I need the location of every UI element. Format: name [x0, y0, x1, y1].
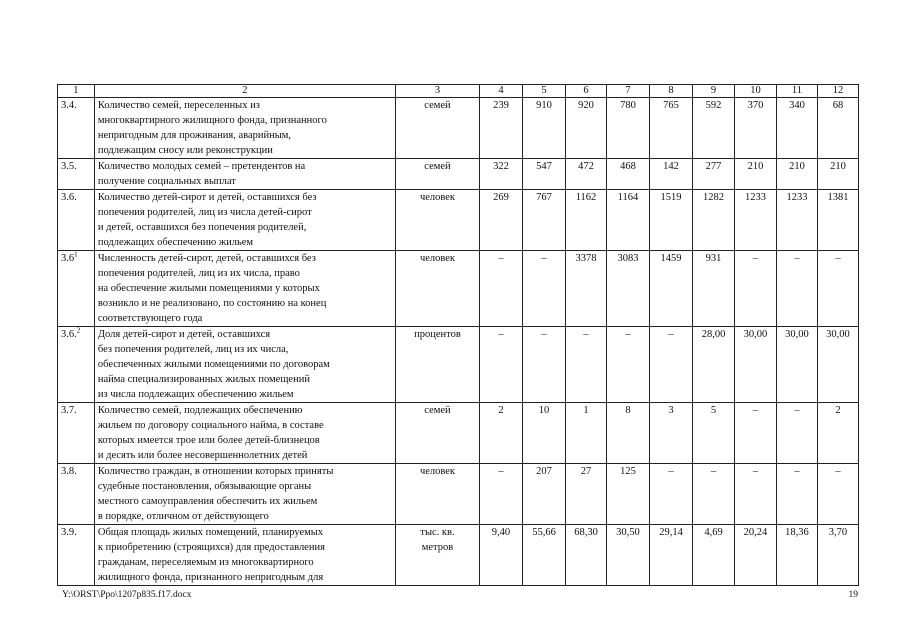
value-cell: 68,30	[566, 525, 607, 586]
unit-cell: человек	[396, 251, 480, 327]
indicator-description: Количество семей, переселенных из многоквартирного жилищного фонда, признанного непригодным для проживания, аварийным, подлежащим сносу или реконструкции	[94, 98, 395, 159]
indicator-description: Численность детей-сирот, детей, оставшихся без попечения родителей, лиц из их числа, право на обеспечение жилыми помещениями у которых возникло и не реализовано, по состоянию на конец соответствующего года	[94, 251, 395, 327]
row-number-cell	[58, 525, 95, 586]
table-row	[58, 98, 859, 159]
table-row	[58, 464, 859, 525]
column-header: 1	[58, 85, 95, 98]
unit-cell: семей	[396, 98, 480, 159]
column-header: 4	[479, 85, 522, 98]
value-cell: 30,00	[817, 327, 858, 403]
value-cell: 210	[817, 159, 858, 190]
value-cell: 29,14	[650, 525, 693, 586]
data-table	[57, 84, 859, 586]
value-cell: 142	[650, 159, 693, 190]
value-cell: 765	[650, 98, 693, 159]
row-number-cell	[58, 251, 95, 327]
table-row	[58, 525, 859, 586]
value-cell: 1459	[650, 251, 693, 327]
value-cell: 1282	[693, 190, 735, 251]
unit-cell: семей	[396, 159, 480, 190]
value-cell: 239	[479, 98, 522, 159]
value-cell: –	[693, 464, 735, 525]
value-cell: 3083	[606, 251, 649, 327]
value-cell: 277	[693, 159, 735, 190]
value-cell: –	[776, 403, 817, 464]
footer-file-path: Y:\ORST\Ppo\1207p835.f17.docx	[62, 590, 192, 600]
row-number-cell	[58, 98, 95, 159]
value-cell: 5	[693, 403, 735, 464]
table-body	[58, 98, 859, 586]
value-cell: 1381	[817, 190, 858, 251]
row-number: 3.7.	[61, 405, 77, 416]
value-cell: 1233	[776, 190, 817, 251]
column-header: 11	[776, 85, 817, 98]
value-cell: 4,69	[693, 525, 735, 586]
value-cell: 10	[523, 403, 566, 464]
value-cell: 30,00	[776, 327, 817, 403]
value-cell: 20,24	[735, 525, 777, 586]
row-number-cell	[58, 403, 95, 464]
table-row	[58, 251, 859, 327]
value-cell: 28,00	[693, 327, 735, 403]
row-number-cell	[58, 464, 95, 525]
value-cell: –	[650, 464, 693, 525]
indicator-description: Общая площадь жилых помещений, планируемых к приобретению (строящихся) для предоставления гражданам, переселяемым из многоквартирного жилищного фонда, признанного непригодным для	[94, 525, 395, 586]
value-cell: 767	[523, 190, 566, 251]
value-cell: –	[606, 327, 649, 403]
value-cell: –	[817, 251, 858, 327]
value-cell: 18,36	[776, 525, 817, 586]
value-cell: 9,40	[479, 525, 522, 586]
value-cell: 1519	[650, 190, 693, 251]
row-number-superscript: 1	[74, 250, 78, 259]
table-row	[58, 403, 859, 464]
row-number: 3.5.	[61, 161, 77, 172]
value-cell: 468	[606, 159, 649, 190]
value-cell: 68	[817, 98, 858, 159]
value-cell: 370	[735, 98, 777, 159]
value-cell: 3,70	[817, 525, 858, 586]
row-number-superscript: 2	[76, 326, 81, 335]
value-cell: 592	[693, 98, 735, 159]
unit-cell: человек	[396, 464, 480, 525]
value-cell: 2	[479, 403, 522, 464]
value-cell: –	[479, 464, 522, 525]
column-header: 10	[735, 85, 777, 98]
value-cell: 210	[735, 159, 777, 190]
value-cell: 547	[523, 159, 566, 190]
column-header: 6	[566, 85, 607, 98]
value-cell: 1	[566, 403, 607, 464]
column-header: 9	[693, 85, 735, 98]
row-number-cell	[58, 327, 95, 403]
table-row	[58, 159, 859, 190]
indicator-description: Количество граждан, в отношении которых приняты судебные постановления, обязывающие органы местного самоуправления обеспечить их жильем в порядке, отличном от действующего	[94, 464, 395, 525]
value-cell: –	[523, 251, 566, 327]
value-cell: –	[776, 251, 817, 327]
unit-cell: человек	[396, 190, 480, 251]
value-cell: 27	[566, 464, 607, 525]
value-cell: 3	[650, 403, 693, 464]
value-cell: –	[523, 327, 566, 403]
column-header: 5	[523, 85, 566, 98]
value-cell: 920	[566, 98, 607, 159]
indicator-description: Количество молодых семей – претендентов на получение социальных выплат	[94, 159, 395, 190]
column-header: 8	[650, 85, 693, 98]
value-cell: 30,50	[606, 525, 649, 586]
row-number: 3.9.	[61, 527, 77, 538]
value-cell: 8	[606, 403, 649, 464]
value-cell: –	[650, 327, 693, 403]
indicator-description: Количество семей, подлежащих обеспечению жильем по договору социального найма, в составе которых имеется трое или более детей-близнецов и десять или более несовершеннолетних детей	[94, 403, 395, 464]
value-cell: 340	[776, 98, 817, 159]
value-cell: –	[735, 403, 777, 464]
value-cell: –	[735, 251, 777, 327]
table-row	[58, 327, 859, 403]
header-row	[58, 85, 859, 98]
value-cell: 125	[606, 464, 649, 525]
indicator-description: Количество детей-сирот и детей, оставшихся без попечения родителей, лиц из числа детей-сирот и детей, оставшихся без попечения родителей, подлежащих обеспечению жильем	[94, 190, 395, 251]
row-number-cell	[58, 190, 95, 251]
value-cell: 55,66	[523, 525, 566, 586]
column-header: 3	[396, 85, 480, 98]
row-number: 3.6	[61, 253, 75, 264]
value-cell: –	[817, 464, 858, 525]
value-cell: 1233	[735, 190, 777, 251]
value-cell: 910	[523, 98, 566, 159]
value-cell: 1162	[566, 190, 607, 251]
value-cell: 30,00	[735, 327, 777, 403]
value-cell: 1164	[606, 190, 649, 251]
unit-cell: тыс. кв. метров	[396, 525, 480, 586]
value-cell: 207	[523, 464, 566, 525]
column-header: 12	[817, 85, 858, 98]
value-cell: 269	[479, 190, 522, 251]
value-cell: 2	[817, 403, 858, 464]
page-number: 19	[848, 590, 858, 600]
value-cell: 780	[606, 98, 649, 159]
value-cell: 210	[776, 159, 817, 190]
row-number: 3.8.	[61, 466, 77, 477]
indicator-description: Доля детей-сирот и детей, оставшихся без попечения родителей, лиц из их числа, обеспеченных жилыми помещениями по договорам найма специализированных жилых помещений из числа подлежащих обеспечению жильем	[94, 327, 395, 403]
row-number: 3.4.	[61, 100, 77, 111]
value-cell: 931	[693, 251, 735, 327]
row-number: 3.6.	[61, 192, 77, 203]
value-cell: 322	[479, 159, 522, 190]
unit-cell: семей	[396, 403, 480, 464]
value-cell: –	[735, 464, 777, 525]
value-cell: 472	[566, 159, 607, 190]
unit-cell: процентов	[396, 327, 480, 403]
row-number-cell	[58, 159, 95, 190]
value-cell: 3378	[566, 251, 607, 327]
table-row	[58, 190, 859, 251]
value-cell: –	[479, 327, 522, 403]
column-header: 7	[606, 85, 649, 98]
value-cell: –	[479, 251, 522, 327]
row-number: 3.6.	[61, 329, 77, 340]
value-cell: –	[776, 464, 817, 525]
column-header: 2	[94, 85, 395, 98]
value-cell: –	[566, 327, 607, 403]
